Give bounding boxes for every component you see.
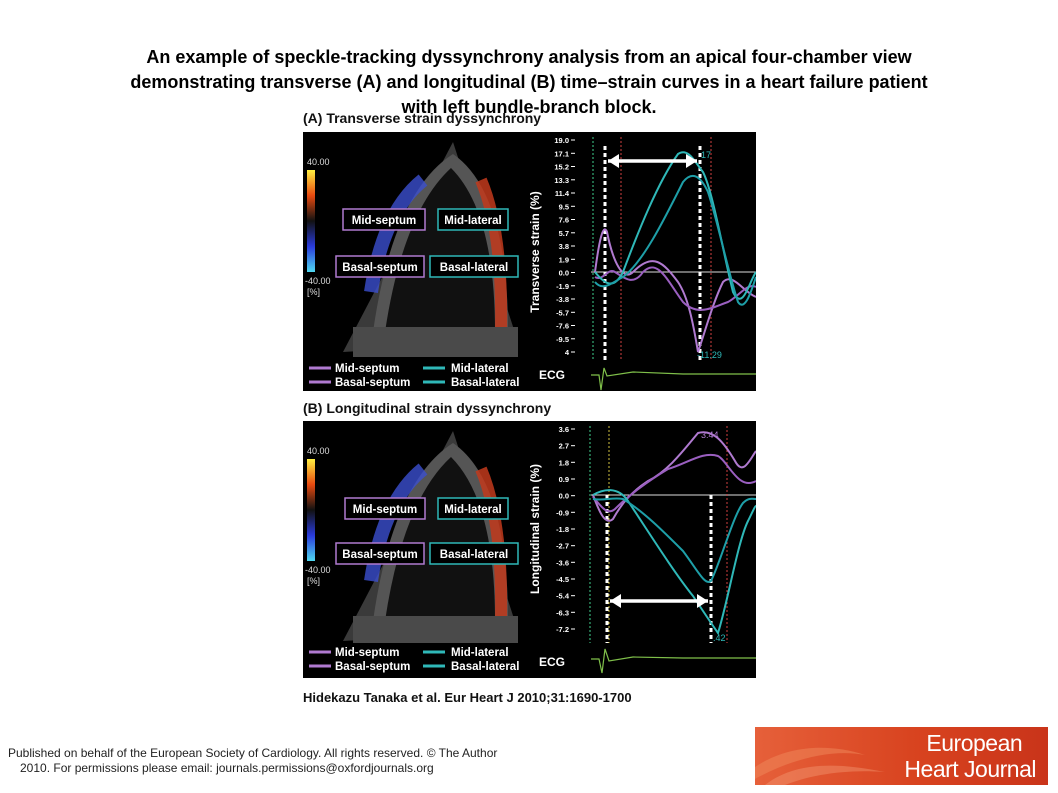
y-a-tick-label: 15.2 [554, 162, 569, 172]
y-a-tick-label: -5.7 [556, 308, 569, 318]
ecg-label-a: ECG [539, 368, 566, 382]
panel-b-svg [303, 421, 756, 678]
scale-top-label: 40.00 [307, 446, 330, 456]
y-a-tick-label: 19.0 [554, 136, 569, 145]
legend-basal-septum: Basal-septum [335, 661, 411, 673]
ecg-trace-a [591, 368, 756, 390]
y-b-tick-label: -4.5 [556, 575, 569, 584]
legend-basal-septum: Basal-septum [335, 377, 411, 389]
y-b-tick-label: 0.0 [558, 491, 569, 501]
color-scale-bar [307, 170, 315, 272]
y-axis-label-b: Longitudinal strain (%) [528, 464, 542, 594]
y-b-tick-label: 0.9 [558, 475, 569, 484]
scale-bottom-label: -40.00 [305, 276, 331, 286]
scale-bottom-label: -40.00 [305, 565, 331, 575]
box-basal-lateral-label: Basal-lateral [439, 262, 509, 274]
peak-label-top-b: 3.44 [701, 430, 719, 440]
y-b-tick-label: 3.6 [558, 425, 569, 434]
logo-swirl-graphic [755, 727, 895, 785]
y-a-tick-label: 1.9 [558, 255, 569, 265]
scale-unit-label: [%] [307, 287, 321, 297]
legend-mid-septum: Mid-septum [335, 647, 400, 659]
y-b-tick-label: -5.4 [556, 591, 569, 601]
scale-unit-label: [%] [307, 576, 321, 586]
y-b-tick-label: -0.9 [556, 508, 569, 518]
curve-mid-lateral-a [595, 152, 756, 299]
logo-text [904, 730, 1036, 782]
journal-logo [755, 727, 1048, 785]
y-a-tick-label: -9.5 [556, 334, 569, 344]
legend-basal-lateral: Basal-lateral [451, 377, 520, 389]
legend-mid-lateral: Mid-lateral [451, 363, 509, 375]
y-ticks-a [554, 136, 575, 357]
legend-basal-lateral: Basal-lateral [451, 661, 520, 673]
legend-mid-septum: Mid-septum [335, 363, 400, 375]
box-basal-septum-label: Basal-septum [342, 262, 418, 274]
color-scale-bar [307, 459, 315, 561]
y-ticks-b [556, 425, 575, 634]
delay-arrowhead-right-b [697, 594, 708, 608]
y-a-tick-label: 17.1 [554, 149, 569, 159]
copyright-footer [8, 746, 497, 776]
citation: Hidekazu Tanaka et al. Eur Heart J 2010;31:1690-1700 [303, 690, 632, 705]
y-b-tick-label: 1.8 [558, 458, 569, 468]
y-b-tick-label: -3.6 [556, 558, 569, 568]
y-b-tick-label: -2.7 [556, 541, 569, 551]
box-mid-lateral-label: Mid-lateral [444, 504, 502, 516]
y-a-tick-label: 5.7 [558, 228, 569, 238]
logo-word-heart-journal: Heart Journal [904, 756, 1036, 782]
footer-line-2: 2010. For permissions please email: journals.permissions@oxfordjournals.org [20, 761, 434, 775]
slide-title [40, 45, 1018, 120]
y-b-tick-label: 2.7 [558, 441, 569, 451]
y-a-tick-label: -1.9 [556, 281, 569, 291]
curve-basal-septum-b [593, 455, 756, 512]
peak-label-top-a: 17 [701, 150, 712, 160]
box-mid-septum-label: Mid-septum [352, 504, 418, 516]
panel-b-figure [303, 421, 756, 678]
y-a-tick-label: 3.8 [558, 242, 569, 251]
delay-arrowhead-left-b [610, 594, 621, 608]
logo-word-european: European [926, 730, 1023, 756]
box-basal-septum-label: Basal-septum [342, 549, 418, 561]
panel-a-svg [303, 132, 756, 391]
panel-a-label: (A) Transverse strain dyssynchrony [303, 110, 542, 126]
y-b-tick-label: -6.3 [556, 608, 569, 618]
legend-mid-lateral: Mid-lateral [451, 647, 509, 659]
box-mid-lateral-label: Mid-lateral [444, 215, 502, 227]
footer-line-1: Published on behalf of the European Society of Cardiology. All rights reserved. © The Author [8, 746, 498, 760]
y-b-tick-label: -7.2 [556, 625, 569, 634]
peak-label-bottom-a: -11.29 [697, 350, 722, 360]
ecg-trace-b [591, 649, 756, 673]
panel-a-figure [303, 132, 756, 391]
y-a-tick-label: 4 [564, 348, 569, 357]
title-line-3: with left bundle-branch block. [401, 97, 657, 117]
title-line-1: An example of speckle-tracking dyssynchrony analysis from an apical four-chamber view [146, 47, 912, 67]
panel-b-label: (B) Longitudinal strain dyssynchrony [303, 400, 552, 416]
y-a-tick-label: -3.8 [556, 295, 569, 304]
title-line-2: demonstrating transverse (A) and longitudinal (B) time–strain curves in a heart failure patient [130, 72, 928, 92]
delay-arrowhead-left-a [608, 154, 619, 168]
y-a-tick-label: 11.4 [554, 189, 569, 198]
scale-top-label: 40.00 [307, 157, 330, 167]
box-basal-lateral-label: Basal-lateral [439, 549, 509, 561]
ecg-label-b: ECG [539, 655, 566, 669]
box-mid-septum-label: Mid-septum [351, 215, 417, 227]
y-axis-label-a: Transverse strain (%) [528, 191, 542, 313]
y-a-tick-label: 7.6 [558, 215, 569, 225]
y-b-tick-label: -1.8 [556, 525, 569, 534]
y-a-tick-label: 9.5 [558, 202, 569, 212]
y-a-tick-label: -7.6 [556, 321, 569, 331]
peak-label-bottom-b: .42 [713, 633, 726, 643]
y-a-tick-label: 0.0 [558, 268, 569, 278]
y-a-tick-label: 13.3 [554, 175, 569, 185]
